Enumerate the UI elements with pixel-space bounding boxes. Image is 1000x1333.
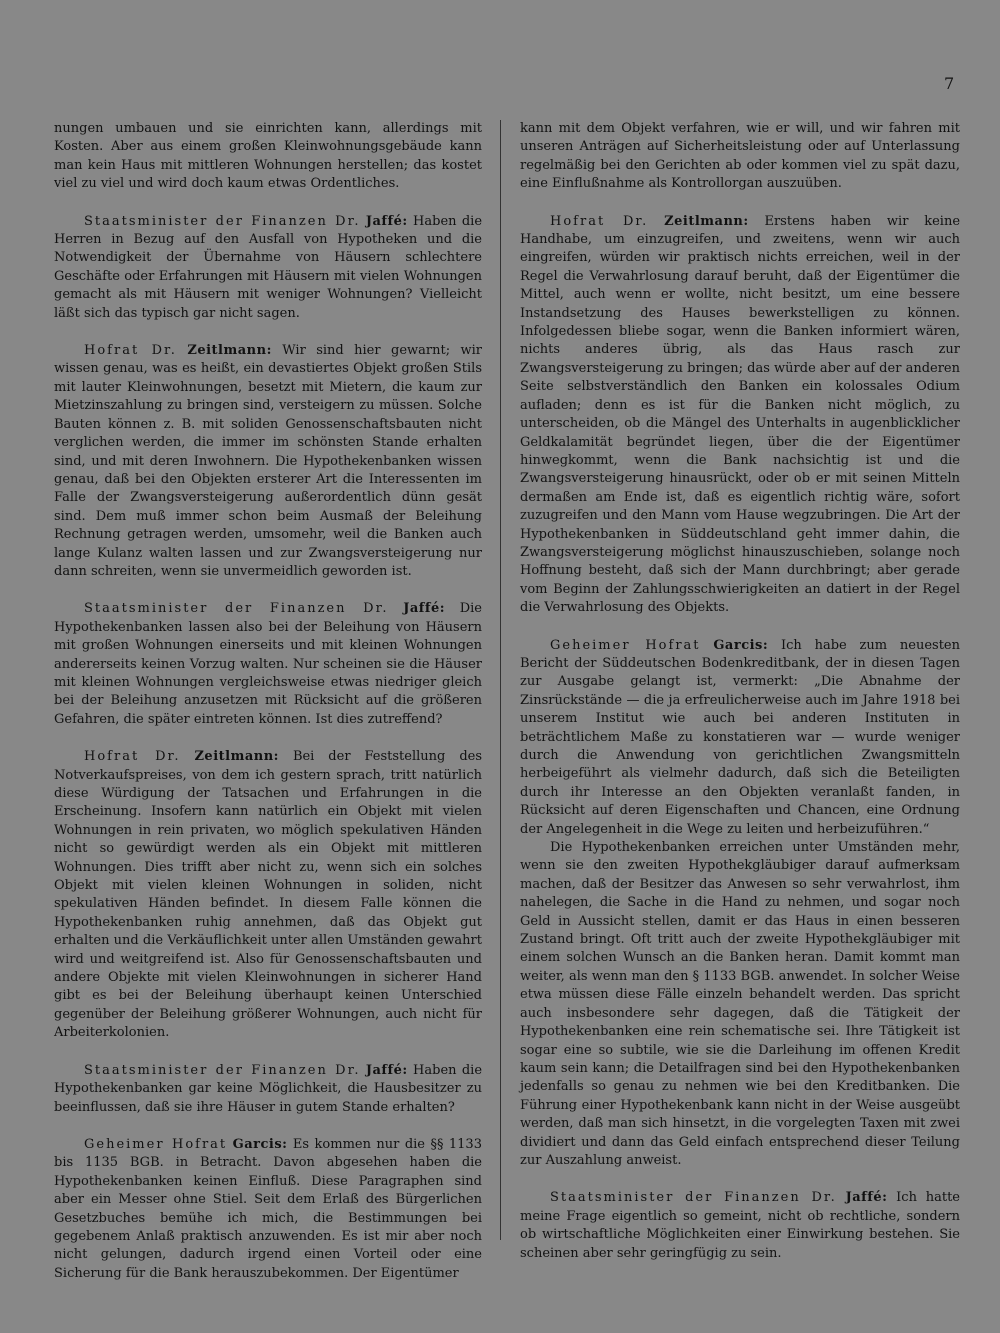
speaker-name: Jaffé: xyxy=(845,1190,888,1206)
speaker-name: Jaffé: xyxy=(365,213,408,229)
page-number: 7 xyxy=(944,74,955,93)
speaker-label: Geheimer Hofrat xyxy=(84,1136,228,1152)
paragraph-text: Erstens haben wir keine Handhabe, um einzugreifen, und zweitens, wenn wir auch eingreifen, würden wir praktisch nichts erreichen, weil in der Regel die Verwahrlosung darauf beruht, daß der Eigentümer die Mittel, auch wenn er wollte, nicht besitzt, um eine bessere Instandsetzung des Hauses bewerkstelligen zu können. Infolgedessen bliebe sogar, wenn die Banken informiert wären, nichts anderes übrig, als das Haus rasch zur Zwangsversteigerung zu bringen; das würde aber auf der anderen Seite selbstverständlich den Banken ein kolossales Odium aufladen; denn es ist für die Banken nicht möglich, zu unterscheiden, ob die Mängel des Unterhalts in augenblicklicher Geldkalamität begründet liegen, über die der Eigentümer hinwegkommt, wenn die Bank nachsichtig ist und die Zwangsversteigerung hinausrückt, oder ob er mit seinen Mitteln dermaßen am Ende ist, daß es eigentlich richtig wäre, sofort zuzugreifen und den Mann vom Hause wegzubringen. Die Art der Hypothekenbanken in Süddeutschland geht immer dahin, die Zwangsversteigerung möglichst hinauszuschieben, solange noch Hoffnung besteht, daß sich der Mann durchbringt; aber gerade vom Beginn der Zahlungsschwierigkeiten an datiert in der Regel die Verwahrlosung des Objekts. xyxy=(520,213,961,616)
speaker-name: Jaffé: xyxy=(403,601,446,617)
speaker-name: Garcis: xyxy=(232,1136,288,1152)
paragraph-text: Die Hypothekenbanken erreichen unter Umständen mehr, wenn sie den zweiten Hypothekgläubiger darauf aufmerksam machen, daß der Besitzer das Anwesen so sehr verwahrlost, ihm nahelegen, die Sache in die Hand zu nehmen, und sogar noch Geld in Aussicht stellen, damit er das Haus in einen besseren Zustand bringt. Oft tritt auch der zweite Hypothekgläubiger mit einem solchen Wunsch an die Banken heran. Damit kommt man weiter, als wenn man den § 1133 BGB. anwendet. In solcher Weise etwa müssen diese Fälle einzeln behandelt werden. Das spricht auch insbesondere sehr dagegen, daß die Tätigkeit der Hypothekenbanken eine rein schematische sei. Ihre Tätigkeit ist sogar eine so subtile, wie sie die Darleihung im offenen Kredit kaum sein kann; die Detailfragen sind bei den Hypothekenbanken jedenfalls so genau zu nehmen wie bei den Kreditbanken. Die Führung einer Hypothekenbank kann nicht in der Weise ausgeübt werden, daß man sich hinsetzt, in die vorgelegten Taxen mit zwei dividiert und dann das Geld einfach entsprechend dieser Teilung zur Auszahlung anweist. xyxy=(520,840,960,1168)
paragraph-text: nungen umbauen und sie einrichten kann, allerdings mit Kosten. Aber aus einem großen Kleinwohnungsgebäude kann man kein Haus mit mittleren Wohnungen herstellen; das kostet viel zu viel und wird doch kaum etwas Ordentliches. xyxy=(54,121,482,192)
speaker-label: Staatsminister der Finanzen Dr. xyxy=(84,213,361,229)
speaker-label: Geheimer Hofrat xyxy=(550,637,701,653)
left-column xyxy=(54,120,482,1283)
paragraph xyxy=(520,120,960,194)
paragraph xyxy=(54,342,482,581)
paragraph-text: Ich habe zum neuesten Bericht der Süddeutschen Bodenkreditbank, der in diesen Tagen zur Ausgabe gelangt ist, vermerkt: „Die Abnahme der Zinsrückstände — die ja erfreulicherweise auch im Jahre 1918 bei unserem Institut wie auch bei anderen Instituten in beträchtlichem Maße zu konstatieren war — wurde weniger durch die Anwendung von gerichtlichen Zwangsmitteln herbeigeführt als vielmehr dadurch, daß sich die Beteiligten durch ihr Interesse an den Objekten veranlaßt fanden, in Rücksicht auf deren Eigenschaften und Chancen, eine Ordnung der Angelegenheit in die Wege zu leiten und herbeizuführen.“ xyxy=(520,637,960,837)
paragraph xyxy=(54,1136,482,1283)
paragraph xyxy=(520,1189,960,1263)
speaker-label: Staatsminister der Finanzen Dr. xyxy=(84,601,389,617)
speaker-label: Hofrat Dr. xyxy=(84,749,181,765)
paragraph-text: Haben die Herren in Bezug auf den Ausfall von Hypotheken und die Notwendigkeit der Übernahme von Häusern schlechtere Geschäfte oder Erfahrungen mit Häusern mit vielen Wohnungen gemacht als mit Häusern mit weniger Wohnungen? Vielleicht läßt sich das typisch gar nicht sagen. xyxy=(54,213,483,321)
paragraph-text: Haben die Hypothekenbanken gar keine Möglichkeit, die Hausbesitzer zu beeinflussen, daß sie ihre Häuser in gutem Stande erhalten? xyxy=(54,1062,483,1115)
speaker-name: Zeitlmann: xyxy=(664,213,749,229)
paragraph xyxy=(54,600,482,729)
paragraph xyxy=(520,839,960,1170)
paragraph-text: Ich hatte meine Frage eigentlich so gemeint, nicht ob rechtliche, sondern ob wirtschaftliche Möglichkeiten einer Einwirkung bestehen. Sie scheinen aber sehr geringfügig zu sein. xyxy=(520,1190,960,1261)
right-column xyxy=(520,120,960,1263)
paragraph xyxy=(54,1062,482,1117)
paragraph xyxy=(520,637,960,839)
paragraph-text: kann mit dem Objekt verfahren, wie er will, und wir fahren mit unseren Anträgen auf Sicherheitsleistung oder auf Unterlassung regelmäßig bei den Gerichten ab oder kommen viel zu spät dazu, eine Einflußnahme als Kontrollorgan auszuüben. xyxy=(520,121,960,192)
speaker-name: Jaffé: xyxy=(365,1062,408,1078)
speaker-name: Zeitlmann: xyxy=(187,343,272,359)
speaker-name: Zeitlmann: xyxy=(194,749,279,765)
column-divider xyxy=(500,120,501,1240)
paragraph xyxy=(54,748,482,1043)
paragraph xyxy=(520,213,960,618)
paragraph-text: Es kommen nur die §§ 1133 bis 1135 BGB. in Betracht. Davon abgesehen haben die Hypothekenbanken keinen Einfluß. Diese Paragraphen sind aber ein Messer ohne Stiel. Seit dem Erlaß des Bürgerlichen Gesetzbuches bemühe ich mich, die Bestimmungen bei gegebenem Anlaß praktisch anzuwenden. Es ist mir aber noch nicht gelungen, dadurch irgend einen Vorteil oder eine Sicherung für die Bank herauszubekommen. Der Eigentümer xyxy=(54,1136,482,1281)
paragraph-text: Bei der Feststellung des Notverkaufspreises, von dem ich gestern sprach, tritt natürlich diese Würdigung der Tatsachen und Erfahrungen in die Erscheinung. Insofern kann natürlich ein Objekt mit vielen Wohnungen in rein privaten, wo möglich spekulativen Händen nicht so gewürdigt werden als ein Objekt mit mittleren Wohnungen. Dies trifft aber nicht zu, wenn sich ein solches Objekt mit vielen kleinen Wohnungen in soliden, nicht spekulativen Händen befindet. In diesem Falle können die Hypothekenbanken ruhig annehmen, daß das Objekt gut erhalten und die Verkäuflichkeit unter allen Umständen gewahrt wird und weitgreifend ist. Also für Genossenschaftsbauten und andere Objekte mit vielen Kleinwohnungen in sicherer Hand gibt es bei der Beleihung überhaupt keinen Unterschied gegenüber der Beleihung größerer Wohnungen, auch nicht für Arbeiterkolonien. xyxy=(54,749,483,1041)
speaker-label: Hofrat Dr. xyxy=(84,343,177,359)
speaker-label: Staatsminister der Finanzen Dr. xyxy=(550,1190,837,1206)
paragraph-text: Die Hypothekenbanken lassen also bei der Beleihung von Häusern mit großen Wohnungen einerseits und mit kleinen Wohnungen andererseits keinen Vorzug walten. Nur scheinen sie die Häuser mit kleinen Wohnungen vergleichsweise etwas niedriger gleich bei der Beleihung anzusetzen mit Rücksicht auf die größeren Gefahren, die später eintreten können. Ist dies zutreffend? xyxy=(54,601,482,727)
paragraph xyxy=(54,213,482,323)
speaker-label: Hofrat Dr. xyxy=(550,213,649,229)
speaker-name: Garcis: xyxy=(713,637,769,653)
paragraph-text: Wir sind hier gewarnt; wir wissen genau, was es heißt, ein devastiertes Objekt großen Stils mit lauter Kleinwohnungen, besetzt mit Mietern, die kaum zur Mietzinszahlung zu bringen sind, versteigern zu müssen. Solche Bauten können z. B. mit soliden Genossenschaftsbauten nicht verglichen werden, die immer im schönsten Stande erhalten sind, und mit deren Inwohnern. Die Hypothekenbanken wissen genau, daß bei den Objekten ersterer Art die Interessenten im Falle der Zwangsversteigerung außerordentlich dünn gesät sind. Dem muß immer schon beim Ausmaß der Beleihung Rechnung getragen werden, umsomehr, weil die Banken auch lange Kulanz walten lassen und zur Zwangsversteigerung nur dann schreiten, wenn sie unvermeidlich geworden ist. xyxy=(54,343,482,579)
paragraph xyxy=(54,120,482,194)
speaker-label: Staatsminister der Finanzen Dr. xyxy=(84,1062,361,1078)
